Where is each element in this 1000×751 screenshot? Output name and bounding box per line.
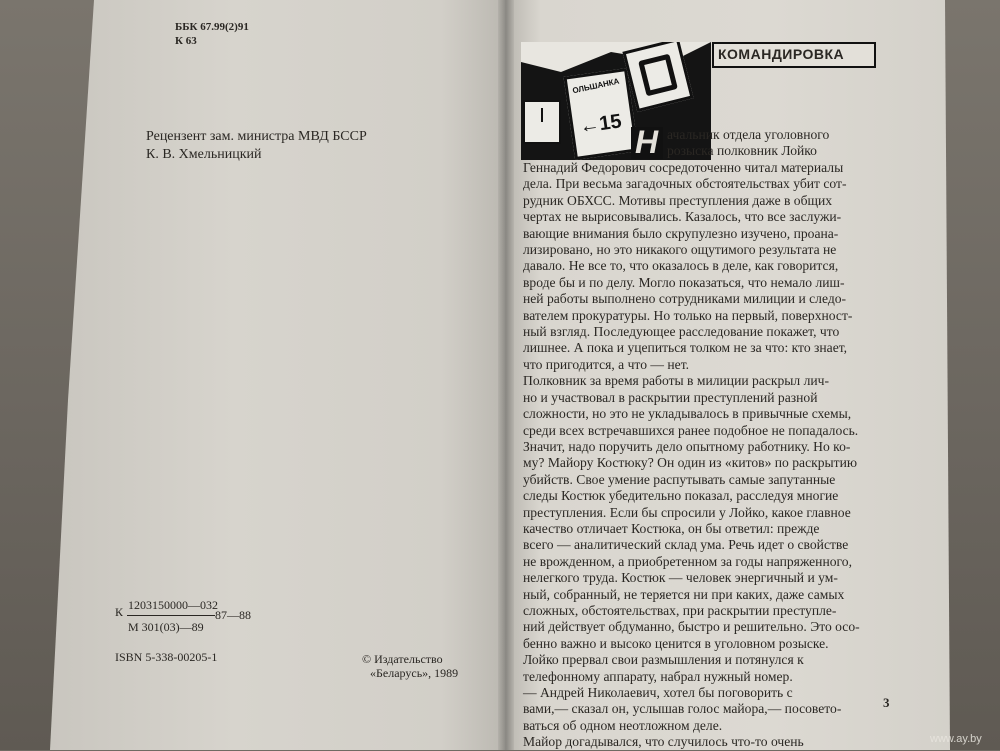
bbk-code bbox=[175, 20, 249, 48]
book-gutter bbox=[498, 0, 514, 750]
text-line: ный, собранный, не теряется ни при каких, даже самых bbox=[523, 586, 845, 602]
text-line: розыска полковник Лойко bbox=[667, 143, 817, 159]
first-paragraph-indent bbox=[667, 127, 829, 160]
reviewer-credit bbox=[146, 128, 367, 164]
text-line: преступления. Если бы спросили у Лойко, какое главное bbox=[523, 504, 851, 520]
text-line: телефонному аппарату, набрал нужный номер. bbox=[523, 668, 793, 684]
street-sign bbox=[563, 68, 638, 160]
chapter-heading-text: КОМАНДИРОВКА bbox=[718, 46, 845, 62]
text-line: дела. При весьма загадочных обстоятельствах убит сот- bbox=[523, 176, 847, 192]
left-page bbox=[50, 0, 510, 750]
text-line: Геннадий Федорович сосредоточенно читал материалы bbox=[523, 160, 844, 175]
text-line: среди всех встречавшихся ранее подобное не попадалось. bbox=[523, 422, 859, 438]
page-number: 3 bbox=[883, 695, 890, 710]
copyright-line-1: © Издательство bbox=[362, 652, 443, 666]
metro-sign-logo bbox=[638, 54, 678, 97]
text-line: ачальник отдела уголовного bbox=[667, 127, 830, 142]
text-line: Полковник за время работы в милиции раскрыл лич- bbox=[523, 373, 830, 389]
text-line: вающие внимания было скрупулезно изучено, проана- bbox=[523, 225, 839, 241]
text-line: ний действует обдуманно, быстро и решительно. Это осо- bbox=[523, 619, 860, 635]
text-line: лишнее. А пока и уцепиться толком не за что: кто знает, bbox=[523, 340, 848, 356]
text-line: убийств. Свое умение распутывать самые запутанные bbox=[523, 471, 836, 487]
text-line: но и участвовал в раскрытии преступлений разной bbox=[523, 389, 818, 405]
street-sign-label: ОЛЬШАНКА bbox=[571, 76, 621, 96]
reviewer-line-1: Рецензент зам. министра МВД БССР bbox=[146, 129, 367, 144]
text-line: ный взгляд. Последующее расследование покажет, что bbox=[523, 324, 840, 340]
text-line: му? Майору Костюку? Он один из «китов» по раскрытию bbox=[523, 455, 858, 471]
clock-icon bbox=[523, 100, 561, 144]
body-text bbox=[523, 160, 860, 751]
text-line: ней работы выполнено сотрудниками милиции и следо- bbox=[523, 291, 847, 307]
reviewer-line-2: К. В. Хмельницкий bbox=[146, 147, 262, 162]
bbk-line-2: К 63 bbox=[175, 35, 197, 47]
drop-cap bbox=[631, 124, 663, 160]
text-line: ваться об одном неотложном деле. bbox=[523, 717, 723, 733]
text-line: рудник ОБХСС. Мотивы преступления даже в общих bbox=[523, 192, 833, 208]
text-line: бенно важно и высоко ценится в уголовном розыске. bbox=[523, 635, 829, 651]
text-line: давало. Не все то, что оказалось в деле, как говорится, bbox=[523, 258, 839, 274]
text-line: Майор догадывался, что случилось что-то очень bbox=[523, 734, 804, 750]
catalog-fraction-line bbox=[127, 615, 215, 616]
text-line: всего — аналитический склад ума. Речь идет о свойстве bbox=[523, 537, 849, 553]
copyright-line-2: «Беларусь», 1989 bbox=[370, 666, 459, 680]
watermark: www.ay.by bbox=[930, 733, 982, 745]
text-line: чертах не вырисовывались. Казалось, что все заслужи- bbox=[523, 209, 842, 225]
text-line: вроде бы и по делу. Могло показаться, что немало лиш- bbox=[523, 274, 845, 290]
chapter-heading bbox=[712, 42, 876, 68]
bbk-line-1: ББК 67.99(2)91 bbox=[175, 21, 249, 33]
text-line: нелегкого труда. Костюк — человек энергичный и ум- bbox=[523, 570, 838, 586]
text-line: не врожденном, а приобретенном за годы напряженного, bbox=[523, 553, 852, 569]
text-line: — Андрей Николаевич, хотел бы поговорить с bbox=[523, 685, 793, 700]
catalog-pages: 87—88 bbox=[215, 608, 251, 622]
text-line: вами,— сказал он, услышав голос майора,— посовето- bbox=[523, 701, 842, 717]
catalog-k: К bbox=[115, 605, 124, 619]
text-line: сложности, но это не укладывалось в привычные схемы, bbox=[523, 406, 852, 422]
text-line: качество отличает Костюка, он бы ответил: прежде bbox=[523, 520, 820, 536]
text-line: Значит, надо поручить дело опытному работнику. Но ко- bbox=[523, 438, 851, 454]
catalog-number: 1203150000—032 bbox=[128, 598, 218, 612]
text-line: Лойко прервал свои размышления и потянулся к bbox=[523, 652, 804, 668]
text-line: лизировано, но это никакого ощутимого результата не bbox=[523, 242, 837, 258]
text-line: следы Костюк убедительно показал, расследуя многие bbox=[523, 488, 839, 504]
text-line: что пригодится, а что — нет. bbox=[523, 356, 690, 372]
drop-cap-letter: Н bbox=[635, 124, 659, 160]
catalog-m: М 301(03)—89 bbox=[128, 620, 204, 634]
isbn: ISBN 5-338-00205-1 bbox=[115, 650, 218, 664]
text-line: вателем прокуратуры. Но только на первый, поверхност- bbox=[523, 307, 853, 323]
text-line: сложных, обстоятельствах, при раскрытии преступле- bbox=[523, 602, 837, 618]
street-sign-number: ←15 bbox=[578, 110, 623, 138]
